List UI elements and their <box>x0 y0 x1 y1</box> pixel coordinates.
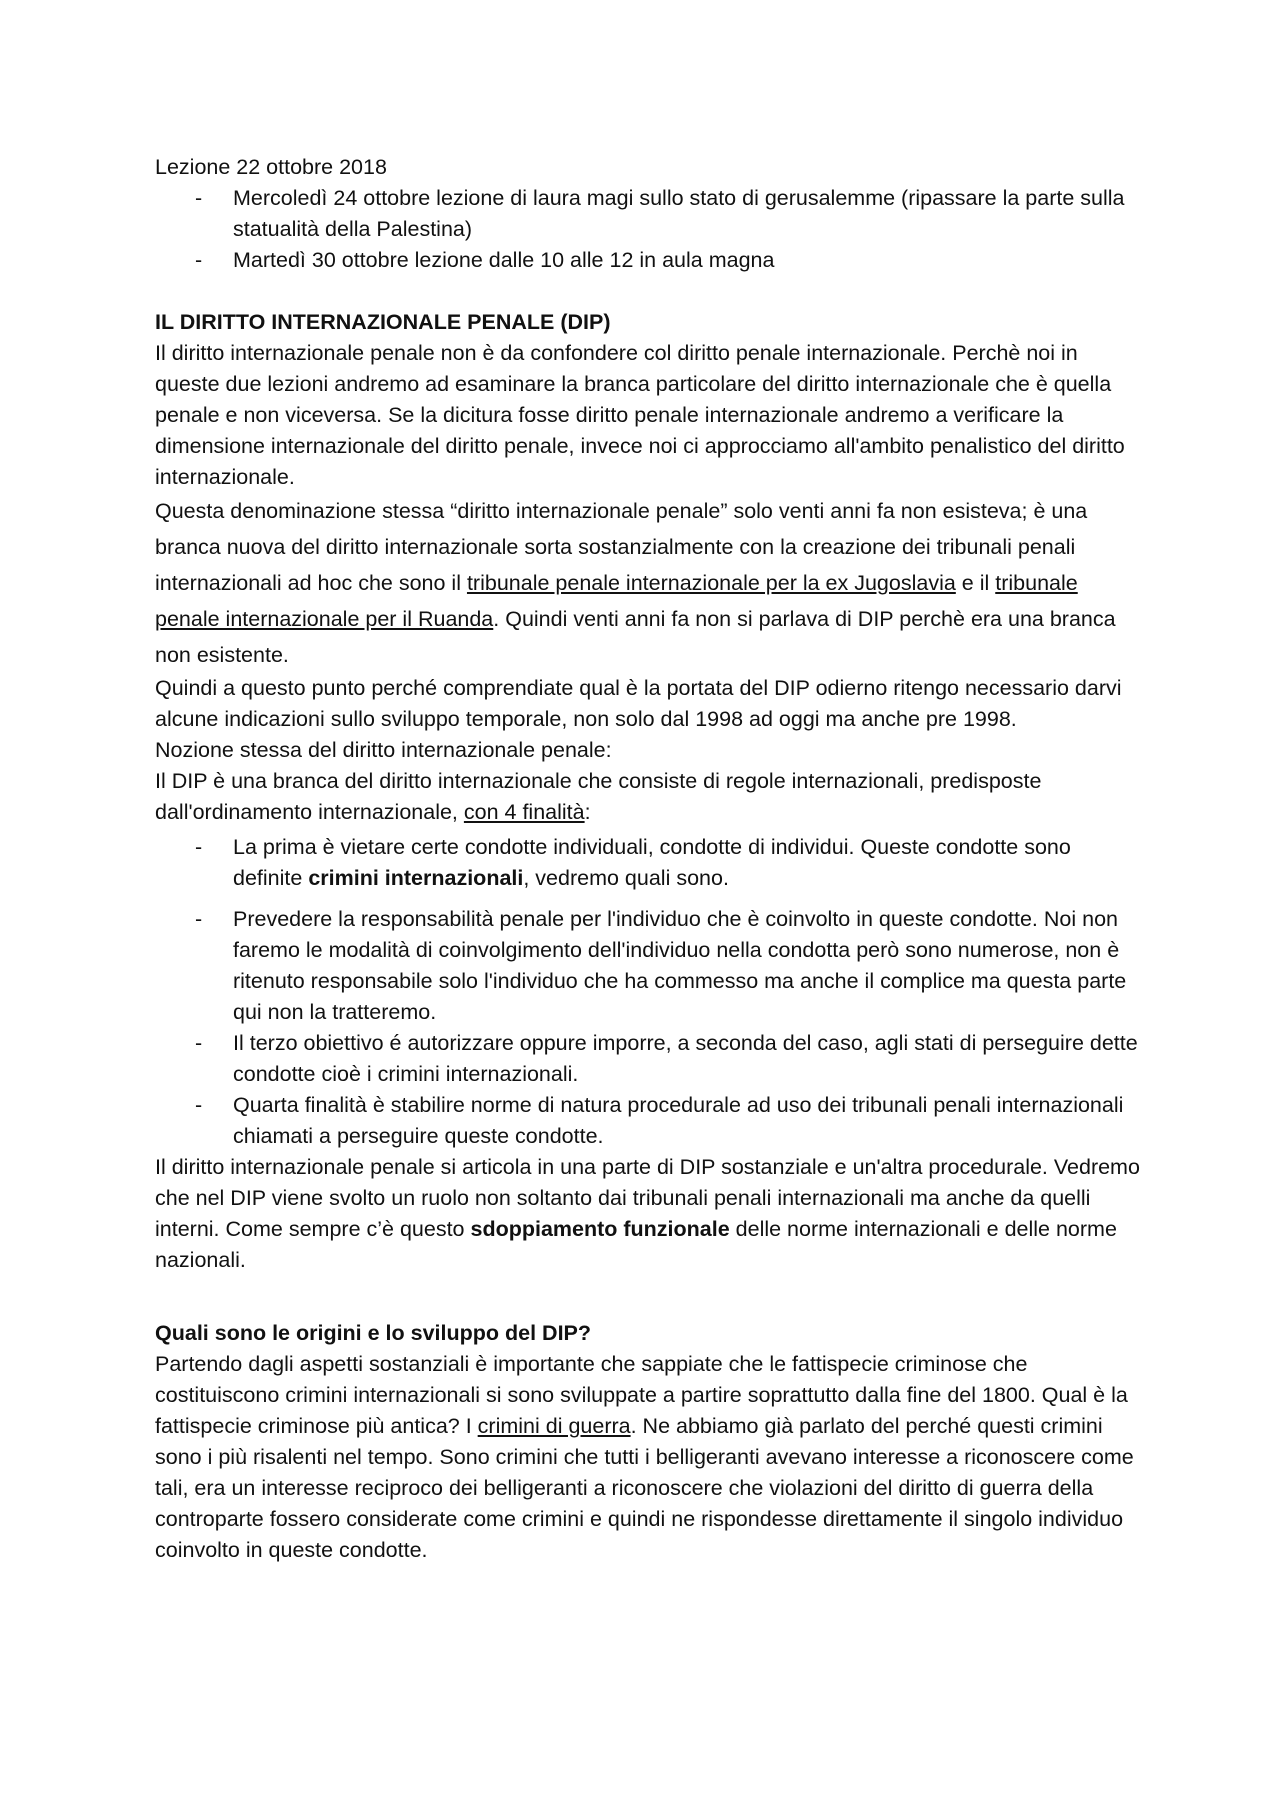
finalita-list-continued <box>155 904 1140 1152</box>
paragraph: Il DIP è una branca del diritto internazionale che consiste di regole internazionali, predisposte dall'ordinamento internazionale, con 4 finalità: <box>155 769 1042 824</box>
link-quattro-finalita[interactable]: con 4 finalità <box>463 800 585 824</box>
finalita-item: - Prevedere la responsabilità penale per l'individuo che è coinvolto in queste condotte. Noi non faremo le modalità di coinvolgimento dell'individuo nella condotta però sono numerose, non è ritenuto responsabile solo l'individuo che ha commesso ma anche il complice ma questa parte qui non la tratteremo. <box>155 904 1140 1028</box>
paragraph: Il diritto internazionale penale non è da confondere col diritto penale internazionale. Perchè noi in queste due lezioni andremo ad esaminare la branca particolare del diritto internazionale che è quella penale e non viceversa. Se la dicitura fosse diritto penale internazionale andremo a verificare la dimensione internazionale del diritto penale, invece noi ci approcciamo all'ambito penalistico del diritto internazionale. <box>155 341 1125 489</box>
spacer <box>155 1276 1140 1318</box>
finalita-item: - Quarta finalità è stabilire norme di natura procedurale ad uso dei tribunali penali internazionali chiamati a perseguire queste condotte. <box>155 1090 1140 1152</box>
finalita-list <box>155 832 1140 894</box>
paragraph: Partendo dagli aspetti sostanziali è importante che sappiate che le fattispecie criminose che costituiscono crimini internazionali si sono sviluppate a partire soprattutto dalla fine del 1800. Qual è la fattispecie criminose più antica? I crimini di guerra. Ne abbiamo già parlato del perché questi crimini sono i più risalenti nel tempo. Sono crimini che tutti i belligeranti avevano interesse a riconoscere come tali, era un interesse reciproco dei belligeranti a riconoscere che violazioni del diritto di guerra della controparte fossero considerate come crimini e quindi ne rispondesse direttamente il singolo individuo coinvolto in queste condotte. <box>155 1352 1134 1562</box>
section-heading-origini: Quali sono le origini e lo sviluppo del DIP? <box>155 1321 592 1345</box>
announcement-list <box>155 183 1140 276</box>
paragraph: Quindi a questo punto perché comprendiate qual è la portata del DIP odierno ritengo necessario darvi alcune indicazioni sullo sviluppo temporale, non solo dal 1998 ad oggi ma anche pre 1998. <box>155 676 1122 731</box>
paragraph: Nozione stessa del diritto internazionale penale: <box>155 738 612 762</box>
link-crimini-di-guerra[interactable]: crimini di guerra <box>477 1414 631 1438</box>
announcement-item: - Martedì 30 ottobre lezione dalle 10 alle 12 in aula magna <box>155 245 1140 276</box>
lesson-date: Lezione 22 ottobre 2018 <box>155 155 387 179</box>
link-tribunale-jugoslavia[interactable]: tribunale penale internazionale per la ex Jugoslavia <box>466 571 956 595</box>
link-tribunale-ruanda[interactable]: tribunale penale internazionale per il Ruanda <box>155 571 1078 631</box>
paragraph: Questa denominazione stessa “diritto internazionale penale” solo venti anni fa non esisteva; è una branca nuova del diritto internazionale sorta sostanzialmente con la creazione dei tribunali penali internazionali ad hoc che sono il tribunale penale internazionale per la ex Jugoslavia e il tribunale penale internazionale per il Ruanda. Quindi venti anni fa non si parlava di DIP perchè era una branca non esistente. <box>155 499 1116 667</box>
finalita-item: - La prima è vietare certe condotte individuali, condotte di individui. Queste condotte sono definite crimini internazionali, vedremo quali sono. <box>155 832 1140 894</box>
spacer <box>155 276 1140 307</box>
document-page <box>155 152 1140 1566</box>
paragraph: Il diritto internazionale penale si articola in una parte di DIP sostanziale e un'altra procedurale. Vedremo che nel DIP viene svolto un ruolo non soltanto dai tribunali penali internazionali ma anche da quelli interni. Come sempre c’è questo sdoppiamento funzionale delle norme internazionali e delle norme nazionali. <box>155 1155 1140 1272</box>
finalita-item: - Il terzo obiettivo é autorizzare oppure imporre, a seconda del caso, agli stati di perseguire dette condotte cioè i crimini internazionali. <box>155 1028 1140 1090</box>
section-heading-dip: IL DIRITTO INTERNAZIONALE PENALE (DIP) <box>155 310 611 334</box>
announcement-item: - Mercoledì 24 ottobre lezione di laura magi sullo stato di gerusalemme (ripassare la parte sulla statualità della Palestina) <box>155 183 1140 245</box>
